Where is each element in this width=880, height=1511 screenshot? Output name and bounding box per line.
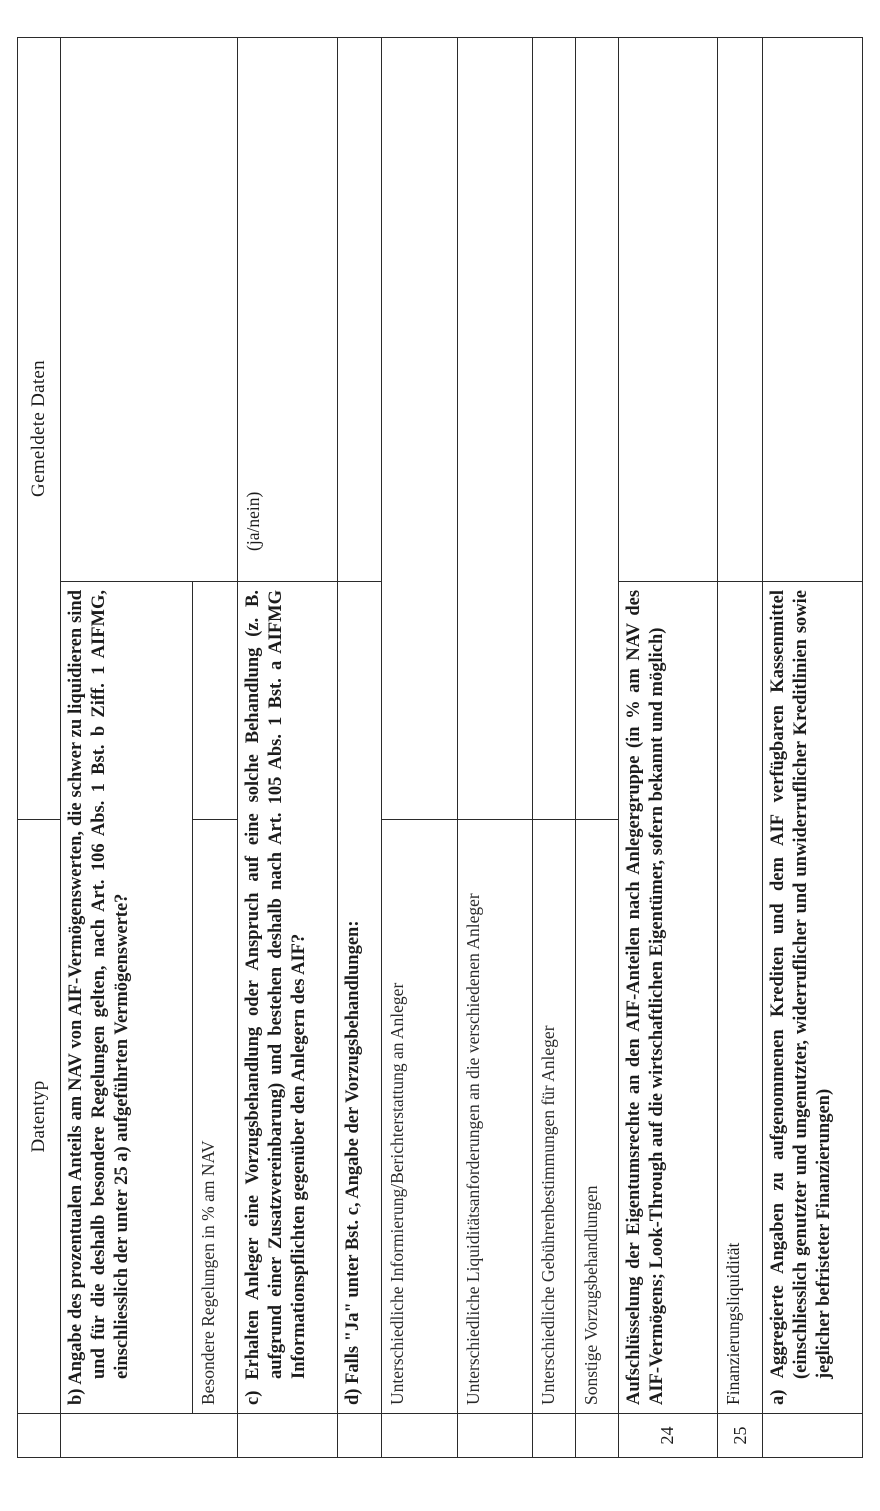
row-text: b) Angabe des prozentualen Anteils am NAV von AIF-Vermögenswerten, die schwer zu liquidieren sind und für die deshalb besondere Regelungen gelten, nach Art. 106 Abs. 1 Bst. b Ziff. 1 AIFMG, einschliesslich der unter 25 a) aufgeführten Vermögenswerte? — [60, 581, 192, 1413]
header-datentyp: Datentyp — [18, 819, 61, 1413]
table-row — [618, 37, 718, 1457]
data-table — [17, 37, 863, 1458]
row-text: d) Falls "Ja" unter Bst. c, Angabe der Vorzugsbehandlungen: — [337, 581, 382, 1413]
table-row — [457, 37, 532, 1457]
header-row — [18, 37, 61, 1457]
header-gemeldete-daten: Gemeldete Daten — [18, 37, 61, 819]
table-row — [237, 37, 337, 1457]
row-number — [457, 1414, 532, 1458]
row-value — [718, 37, 763, 581]
row-text: Unterschiedliche Liquiditätsanforderungen an die verschiedenen Anleger — [457, 819, 532, 1413]
row-number — [575, 1414, 618, 1458]
row-text: Unterschiedliche Informierung/Berichterstattung an Anleger — [382, 819, 457, 1413]
row-text: Aufschlüsselung der Eigentumsrechte an den AIF-Anteilen nach Anlegergruppe (in % am NAV des AIF-Vermögens; Look-Through auf die wirtschaftlichen Eigentümer, sofern bekannt und möglich) — [618, 581, 718, 1413]
row-value — [193, 581, 238, 819]
table-row — [337, 37, 382, 1457]
row-number — [337, 1414, 382, 1458]
row-text: c) Erhalten Anleger eine Vorzugsbehandlung oder Anspruch auf eine solche Behandlung (z. B. aufgrund einer Zusatzvereinbarung) und bestehen deshalb nach Art. 105 Abs. 1 Bst. a AIFMG Informationspflichten gegenüber den Anlegern des AIF? — [237, 581, 337, 1413]
row-value — [457, 37, 532, 819]
row-text: Unterschiedliche Gebührenbestimmungen für Anleger — [533, 819, 576, 1413]
row-value — [618, 37, 718, 581]
row-text: Besondere Regelungen in % am NAV — [193, 819, 238, 1413]
row-value — [533, 37, 576, 819]
row-number — [382, 1414, 457, 1458]
row-number — [60, 1414, 237, 1458]
row-value — [575, 37, 618, 819]
rotated-table-container — [17, 38, 863, 1458]
table-row — [533, 37, 576, 1457]
row-value: (ja/nein) — [237, 37, 337, 581]
row-number: 25 — [718, 1414, 763, 1458]
table-row — [575, 37, 618, 1457]
table-row — [60, 37, 192, 1457]
row-value — [382, 37, 457, 819]
row-text: Finanzierungsliquidität — [718, 581, 763, 1413]
row-number — [533, 1414, 576, 1458]
header-number-cell — [18, 1414, 61, 1458]
row-value — [60, 37, 237, 581]
table-row — [763, 37, 863, 1457]
row-value — [763, 37, 863, 581]
row-text: Sonstige Vorzugsbehandlungen — [575, 819, 618, 1413]
row-number — [237, 1414, 337, 1458]
row-number — [763, 1414, 863, 1458]
row-value — [337, 37, 382, 581]
row-text: a) Aggregierte Angaben zu aufgenommenen Krediten und dem AIF verfügbaren Kassenmittel (einschliesslich genutzter und ungenutzter, widerruflicher und unwiderruflicher Kreditlinien sowie jeglicher befristeter Finanzierungen) — [763, 581, 863, 1413]
row-number: 24 — [618, 1414, 718, 1458]
table-row — [718, 37, 763, 1457]
table-row — [382, 37, 457, 1457]
